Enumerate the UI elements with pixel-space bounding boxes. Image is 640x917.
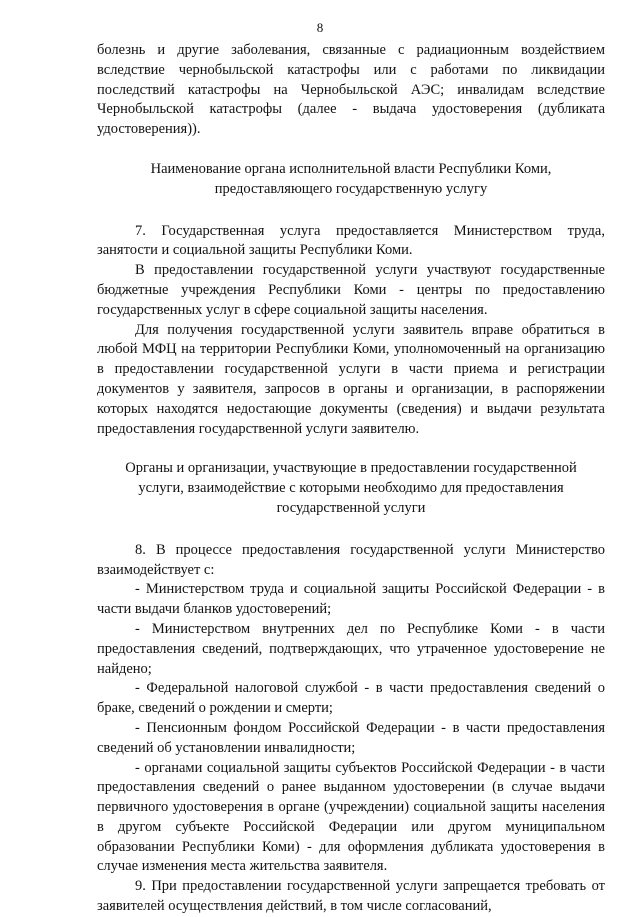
paragraph-mfc: Для получения государственной услуги заявитель вправе обратиться в любой МФЦ на территории Республики Коми, уполномоченный на организацию в предоставлении государственной услуги в части приема и регистрации документов у заявителя, запросов в органы и организации, в распоряжении которых находятся недостающие документы (сведения) и выдачи результата предоставления государственной услуги заявителю. [97,321,605,437]
paragraph-7: 7. Государственная услуга предоставляется Министерством труда, занятости и социальной защиты Республики Коми. [97,222,605,259]
document-body [97,41,605,917]
section-heading-organizations [97,459,605,518]
list-item-social-protection-agencies: - органами социальной защиты субъектов Российской Федерации - в части предоставления сведений о ранее выданном удостоверении (в случае выдачи первичного удостоверения в органе (учреждении) социальной защиты населения в другом субъекте Российской Федерации или другом муниципальном образовании Республики Коми) - для оформления дубликата удостоверения в случае изменения места жительства заявителя. [97,759,605,875]
paragraph-participants: В предоставлении государственной услуги участвуют государственные бюджетные учреждения Республики Коми - центры по предоставлению государственных услуг в сфере социальной защиты населения. [97,262,605,318]
heading-line: государственной услуги [276,499,426,516]
page-number: 8 [316,20,324,35]
paragraph-continuation: болезнь и другие заболевания, связанные с радиационным воздействием вследствие чернобыльской катастрофы или с работами по ликвидации последствий катастрофы на Чернобыльской АЭС; инвалидам вследствие Чернобыльской катастрофы (далее - выдача удостоверения (дубликата удостоверения)). [97,42,605,138]
heading-line: предоставляющего государственную услугу [214,180,488,197]
list-item-pension-fund: - Пенсионным фондом Российской Федерации - в части предоставления сведений об установлении инвалидности; [97,719,605,756]
heading-line: Органы и организации, участвующие в предоставлении государственной [125,460,577,477]
list-item-ministry-labor-rf: - Министерством труда и социальной защиты Российской Федерации - в части выдачи бланков удостоверений; [97,581,605,618]
paragraph-9: 9. При предоставлении государственной услуги запрещается требовать от заявителей осуществления действий, в том числе согласований, [97,878,605,915]
list-item-tax-service: - Федеральной налоговой службой - в части предоставления сведений о браке, сведений о рождении и смерти; [97,680,605,717]
section-heading-executive-authority [97,160,605,200]
heading-line: услуги, взаимодействие с которыми необходимо для предоставления [138,480,564,497]
paragraph-8: 8. В процессе предоставления государственной услуги Министерство взаимодействует с: [97,541,605,578]
heading-line: Наименование органа исполнительной власти Республики Коми, [150,160,552,177]
list-item-ministry-internal-affairs: - Министерством внутренних дел по Республике Коми - в части предоставления сведений, подтверждающих, что утраченное удостоверение не найдено; [97,620,605,677]
